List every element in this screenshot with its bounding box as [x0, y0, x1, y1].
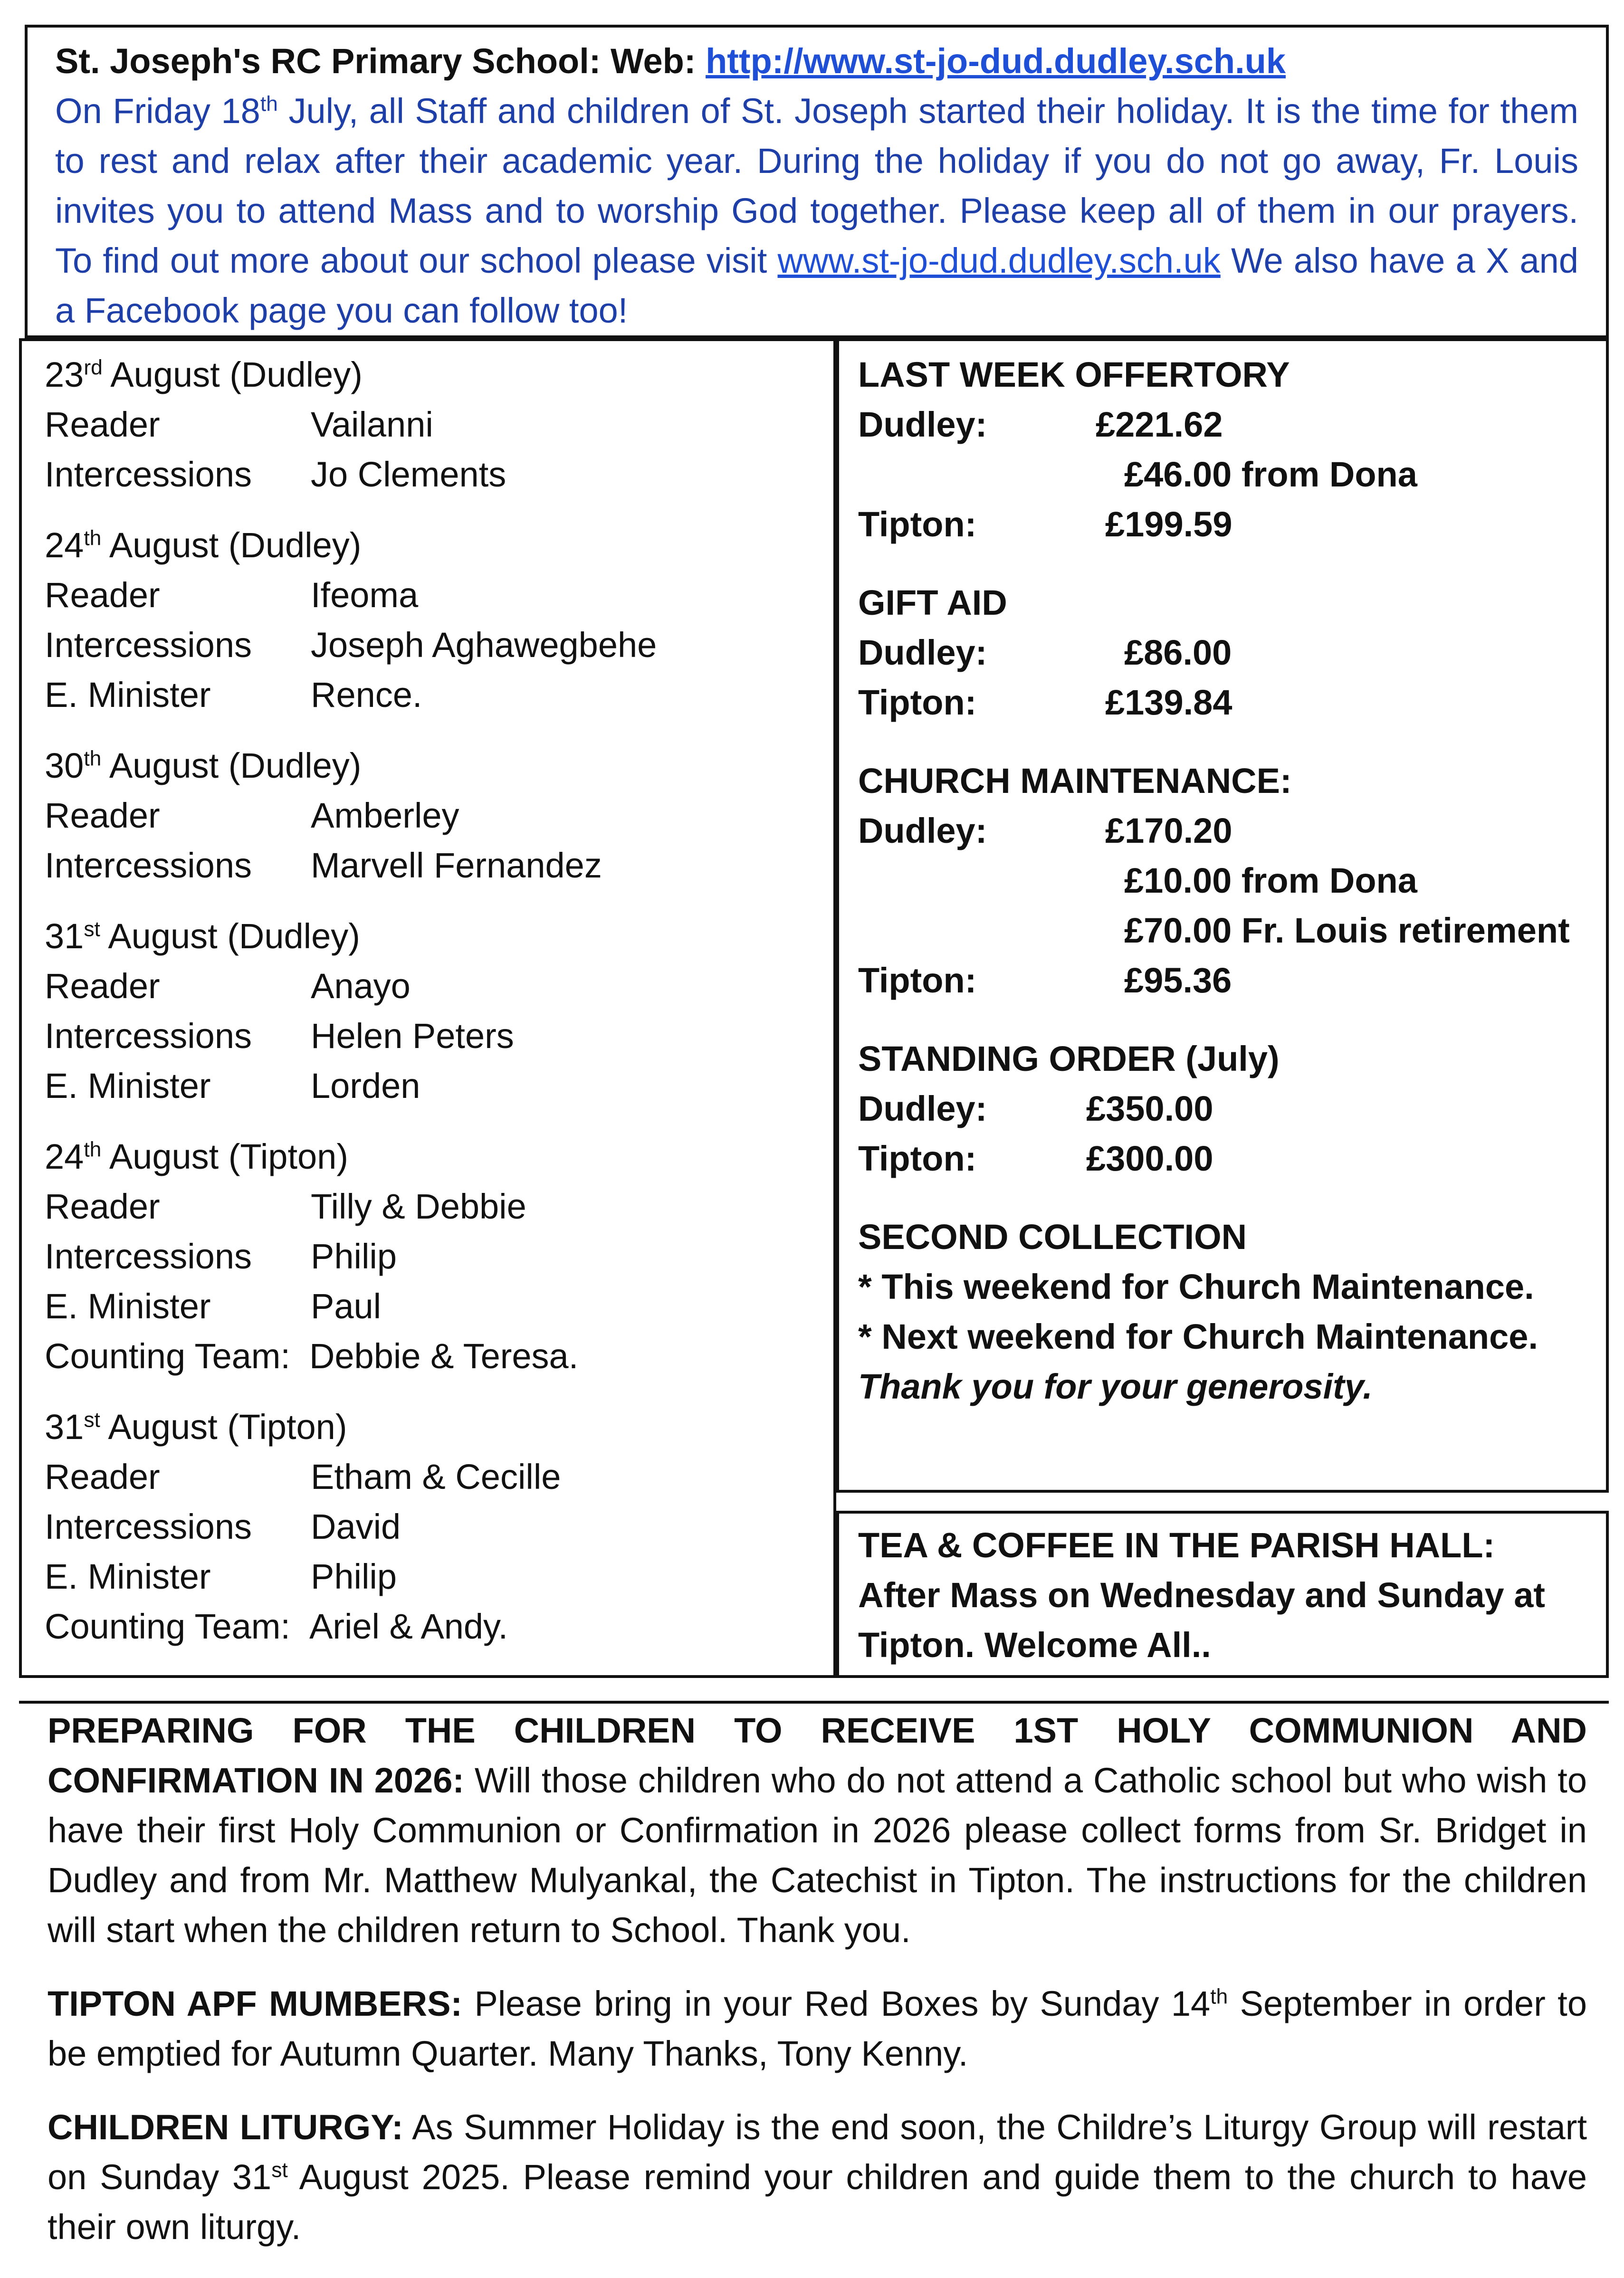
standing-order-dudley-value: £350.00 — [1086, 1089, 1213, 1128]
apf-title: TIPTON APF MUMBERS: — [48, 1984, 463, 2023]
rota-role: Counting Team: — [45, 1336, 290, 1376]
rota-person: Philip — [311, 1557, 397, 1596]
rota-role-row — [45, 1452, 811, 1502]
school-visit-link[interactable]: www.st-jo-dud.dudley.sch.uk — [777, 241, 1221, 280]
gift-aid-dudley-value: £86.00 — [1124, 633, 1232, 672]
liturgy-text: As Summer Holiday is the end soon, the Childre’s Liturgy Group will restart on Sunday 31 — [48, 2107, 1587, 2197]
communion-text: Will those children who do not attend a Catholic school but who wish to have their first Holy Communion or Confirmation in 2026 please collect forms from Sr. Bridget in Dudley and from Mr. Matthew Mulyankal, the Catechist in Tipton. The instructions for the children will start when the children return to School. Thank you. — [48, 1761, 1587, 1950]
second-collection-line-2: * Next weekend for Church Maintenance. — [858, 1317, 1538, 1356]
school-heading: St. Joseph's RC Primary School: Web: — [55, 41, 696, 81]
rota-person: Etham & Cecille — [311, 1457, 561, 1496]
rota-person: Ariel & Andy. — [309, 1607, 508, 1646]
standing-order-tipton-value: £300.00 — [1086, 1139, 1213, 1178]
rota-role: E. Minister — [45, 1557, 211, 1596]
rota-month-place: August (Dudley) — [102, 355, 363, 394]
gift-aid-tipton-value: £139.84 — [1105, 683, 1232, 722]
rota-day-suffix: th — [84, 526, 102, 550]
rota-role: E. Minister — [45, 1066, 211, 1106]
maintenance-tipton-label: Tipton: — [858, 961, 977, 1000]
offertory-section — [858, 350, 1587, 549]
rota-month-place: August (Dudley) — [100, 916, 360, 956]
rota-role-row — [45, 670, 811, 720]
rota-role-row — [45, 791, 811, 840]
rota-list — [45, 350, 811, 1651]
rota-day-suffix: th — [84, 1138, 102, 1162]
rota-role: Reader — [45, 1457, 160, 1496]
second-collection-section — [858, 1212, 1587, 1411]
school-text-part: We also have a X and a Facebook page you can follow too! — [55, 241, 1578, 330]
rota-month-place: August (Tipton) — [101, 1137, 348, 1176]
rota-date — [45, 1132, 811, 1182]
rota-day: 31 — [45, 916, 84, 956]
rota-role-row — [45, 1502, 811, 1552]
offertory-dudley-label: Dudley: — [858, 405, 987, 444]
rota-day: 23 — [45, 355, 84, 394]
second-collection-title: SECOND COLLECTION — [858, 1217, 1247, 1257]
offertory-dudley-extra: £46.00 from Dona — [1124, 455, 1417, 494]
maintenance-extra-1: £10.00 from Dona — [1124, 861, 1417, 900]
tea-coffee-box — [836, 1511, 1609, 1678]
rota-month-place: August (Tipton) — [100, 1407, 347, 1447]
rota-person: Joseph Aghawegbehe — [311, 625, 657, 665]
rota-day-suffix: st — [84, 1408, 100, 1432]
apf-sup: th — [1210, 1985, 1228, 2009]
rota-person: Debbie & Teresa. — [309, 1336, 579, 1376]
standing-order-tipton-label: Tipton: — [858, 1139, 977, 1178]
rota-entry — [45, 1132, 811, 1381]
rota-entry — [45, 1402, 811, 1651]
rota-role: Reader — [45, 575, 160, 615]
rota-person: Paul — [311, 1287, 382, 1326]
apf-text-end: September in order to be emptied for Autumn Quarter. Many Thanks, Tony Kenny. — [48, 1984, 1587, 2073]
rota-role: Intercessions — [45, 455, 252, 494]
rota-role-row — [45, 1601, 811, 1651]
offertory-tipton-label: Tipton: — [858, 505, 977, 544]
rota-role-row — [45, 1061, 811, 1111]
school-text-part: On Friday 18 — [55, 91, 260, 131]
liturgy-text-end: August 2025. Please remind your children and guide them to the church to have their own liturgy. — [48, 2157, 1587, 2247]
school-text-part: July, all Staff and children of St. Joseph started their holiday. It is the time for them to rest and relax after their academic year. During the holiday if you do not go away, Fr. Louis invites you to attend Mass and to worship God together. Please keep all of them in our prayers. To find out more about our school please visit — [55, 91, 1578, 280]
maintenance-dudley-label: Dudley: — [858, 811, 987, 850]
rota-person: Amberley — [311, 796, 459, 835]
rota-role-row — [45, 1182, 811, 1231]
notices — [48, 1706, 1587, 2276]
maintenance-tipton-value: £95.36 — [1124, 961, 1232, 1000]
rota-person: Lorden — [311, 1066, 420, 1106]
apf-notice — [48, 1979, 1587, 2078]
school-web-link[interactable]: http://www.st-jo-dud.dudley.sch.uk — [706, 41, 1286, 81]
gift-aid-dudley-label: Dudley: — [858, 633, 987, 672]
standing-order-dudley-label: Dudley: — [858, 1089, 987, 1128]
rota-person: Tilly & Debbie — [311, 1187, 526, 1226]
rota-role: Intercessions — [45, 846, 252, 885]
rota-day: 24 — [45, 1137, 84, 1176]
tea-text: After Mass on Wednesday and Sunday at Tipton. Welcome All.. — [858, 1575, 1546, 1665]
rota-role: E. Minister — [45, 1287, 211, 1326]
rota-entry — [45, 520, 811, 720]
gift-aid-title: GIFT AID — [858, 583, 1007, 622]
gift-aid-tipton-label: Tipton: — [858, 683, 977, 722]
rota-entry — [45, 741, 811, 890]
offertory-tipton-value: £199.59 — [1105, 505, 1232, 544]
rota-day: 30 — [45, 746, 84, 785]
school-paragraph — [55, 86, 1578, 335]
rota-day-suffix: rd — [84, 356, 103, 380]
rota-date — [45, 350, 811, 400]
rota-role: Reader — [45, 405, 160, 444]
rota-person: Philip — [311, 1237, 397, 1276]
offertory-title: LAST WEEK OFFERTORY — [858, 355, 1290, 394]
rota-role-row — [45, 1552, 811, 1601]
school-heading-line — [55, 36, 1578, 86]
maintenance-title: CHURCH MAINTENANCE: — [858, 761, 1292, 801]
rota-role-row — [45, 449, 811, 499]
rota-role: Reader — [45, 796, 160, 835]
liturgy-sup: st — [271, 2158, 288, 2182]
rota-role: Intercessions — [45, 625, 252, 665]
rota-role-row — [45, 1281, 811, 1331]
gift-aid-section — [858, 578, 1587, 727]
school-notice-box — [25, 25, 1609, 338]
rota-month-place: August (Dudley) — [101, 746, 362, 785]
school-text-sup: th — [260, 92, 278, 116]
apf-text: Please bring in your Red Boxes by Sunday 14 — [462, 1984, 1211, 2023]
second-collection-line-1: * This weekend for Church Maintenance. — [858, 1267, 1534, 1306]
rota-entry — [45, 911, 811, 1111]
rota-role-row — [45, 1011, 811, 1061]
rota-person: Jo Clements — [311, 455, 506, 494]
communion-notice — [48, 1706, 1587, 1955]
rota-person: Helen Peters — [311, 1016, 514, 1056]
standing-order-title: STANDING ORDER — [858, 1039, 1176, 1078]
rota-entry — [45, 350, 811, 499]
rota-role: Reader — [45, 1187, 160, 1226]
ministry-rota-box — [19, 338, 836, 1678]
rota-role-row — [45, 570, 811, 620]
rota-person: Ifeoma — [311, 575, 419, 615]
rota-role-row — [45, 620, 811, 670]
rota-month-place: August (Dudley) — [101, 525, 362, 565]
rota-person: Anayo — [311, 966, 411, 1006]
rota-role: Intercessions — [45, 1016, 252, 1056]
standing-order-month: (July) — [1175, 1039, 1280, 1078]
rota-person: Rence. — [311, 675, 422, 715]
rota-role-row — [45, 961, 811, 1011]
rota-role-row — [45, 400, 811, 449]
rota-day: 31 — [45, 1407, 84, 1447]
section-divider — [19, 1701, 1609, 1704]
rota-role: Counting Team: — [45, 1607, 290, 1646]
rota-date — [45, 520, 811, 570]
rota-day-suffix: st — [84, 917, 100, 941]
tea-title: TEA & COFFEE IN THE PARISH HALL: — [858, 1525, 1495, 1565]
liturgy-title: CHILDREN LITURGY: — [48, 2107, 403, 2147]
communion-title: PREPARING FOR THE CHILDREN TO RECEIVE 1ST HOLY COMMUNION AND CONFIRMATION IN 2026: — [48, 1711, 1587, 1800]
rota-role: Intercessions — [45, 1237, 252, 1276]
standing-order-section — [858, 1034, 1587, 1183]
maintenance-dudley-value: £170.20 — [1105, 811, 1232, 850]
rota-role: Intercessions — [45, 1507, 252, 1546]
maintenance-section — [858, 756, 1587, 1005]
rota-date — [45, 911, 811, 961]
rota-role-row — [45, 1231, 811, 1281]
rota-person: Vailanni — [311, 405, 433, 444]
maintenance-extra-2: £70.00 Fr. Louis retirement — [1124, 911, 1570, 950]
rota-person: Marvell Fernandez — [311, 846, 602, 885]
collections-box — [836, 338, 1609, 1493]
offertory-dudley-value: £221.62 — [1096, 405, 1223, 444]
rota-role-row — [45, 840, 811, 890]
second-collection-thanks: Thank you for your generosity. — [858, 1367, 1373, 1406]
rota-role: Reader — [45, 966, 160, 1006]
liturgy-notice — [48, 2102, 1587, 2252]
rota-date — [45, 1402, 811, 1452]
rota-person: David — [311, 1507, 401, 1546]
rota-role-row — [45, 1331, 811, 1381]
standing-order-heading — [858, 1034, 1587, 1084]
rota-date — [45, 741, 811, 791]
rota-role: E. Minister — [45, 675, 211, 715]
rota-day: 24 — [45, 525, 84, 565]
rota-day-suffix: th — [84, 747, 102, 771]
